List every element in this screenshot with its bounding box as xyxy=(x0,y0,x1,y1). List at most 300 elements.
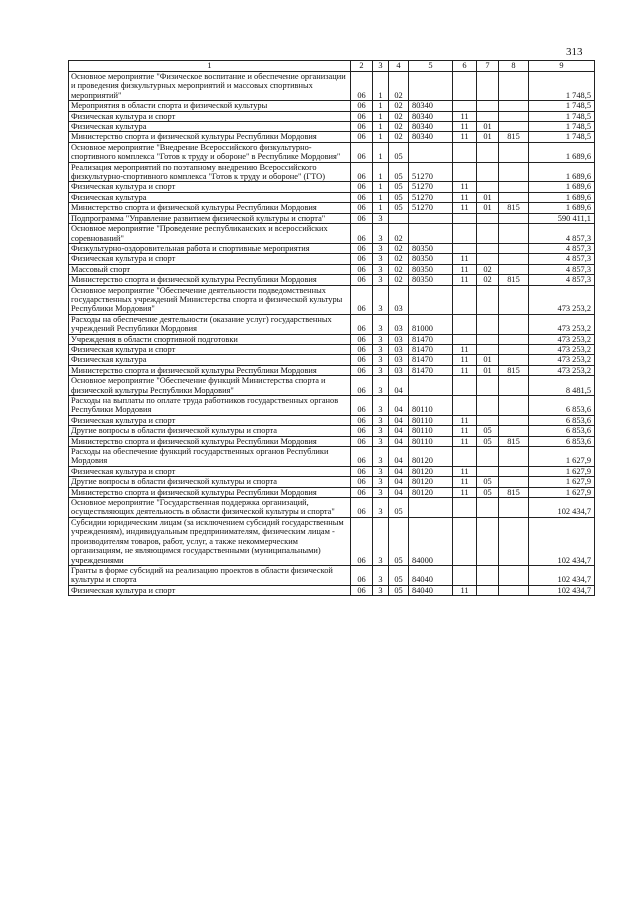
code-cell: 06 xyxy=(351,285,373,314)
ministry-code-cell xyxy=(499,477,529,487)
code-cell: 06 xyxy=(351,132,373,142)
code-cell: 06 xyxy=(351,203,373,213)
amount-cell: 473 253,2 xyxy=(529,285,595,314)
subsection-cell xyxy=(477,243,499,253)
target-code-cell: 80350 xyxy=(409,254,453,264)
code-cell: 06 xyxy=(351,254,373,264)
table-row xyxy=(69,334,595,344)
table-row xyxy=(69,314,595,334)
target-code-cell: 81470 xyxy=(409,355,453,365)
item-name-cell: Реализация мероприятий по поэтапному внедрению Всероссийского физкультурно-спортивного комплекса "Готов к труду и обороне" (ГТО) xyxy=(69,162,351,182)
target-code-cell xyxy=(409,376,453,396)
table-row xyxy=(69,344,595,354)
target-code-cell: 80110 xyxy=(409,436,453,446)
table-row xyxy=(69,203,595,213)
ministry-code-cell: 815 xyxy=(499,365,529,375)
ministry-code-cell xyxy=(499,162,529,182)
section-cell xyxy=(453,101,477,111)
code-cell: 06 xyxy=(351,466,373,476)
code-cell: 3 xyxy=(373,355,389,365)
amount-cell: 1 627,9 xyxy=(529,447,595,467)
amount-cell: 473 253,2 xyxy=(529,334,595,344)
subsection-cell xyxy=(477,517,499,565)
subsection-cell xyxy=(477,254,499,264)
table-row xyxy=(69,224,595,244)
target-code-cell: 81470 xyxy=(409,365,453,375)
item-name-cell: Расходы на обеспечение деятельности (оказание услуг) государственных учреждений Республики Мордовия xyxy=(69,314,351,334)
code-cell: 05 xyxy=(389,203,409,213)
subsection-cell xyxy=(477,101,499,111)
subsection-cell: 01 xyxy=(477,355,499,365)
item-name-cell: Учреждения в области спортивной подготовки xyxy=(69,334,351,344)
section-cell: 11 xyxy=(453,275,477,285)
code-cell: 06 xyxy=(351,142,373,162)
table-row xyxy=(69,162,595,182)
code-cell: 3 xyxy=(373,243,389,253)
subsection-cell xyxy=(477,224,499,244)
section-cell: 11 xyxy=(453,132,477,142)
amount-cell: 1 689,6 xyxy=(529,162,595,182)
item-name-cell: Подпрограмма "Управление развитием физической культуры и спорта" xyxy=(69,213,351,223)
table-row xyxy=(69,275,595,285)
code-cell: 1 xyxy=(373,192,389,202)
item-name-cell: Основное мероприятие "Обеспечение функций Министерства спорта и физической культуры Республики Мордовия" xyxy=(69,376,351,396)
code-cell: 3 xyxy=(373,487,389,497)
code-cell: 06 xyxy=(351,213,373,223)
ministry-code-cell xyxy=(499,182,529,192)
section-cell xyxy=(453,314,477,334)
item-name-cell: Физическая культура и спорт xyxy=(69,415,351,425)
table-row xyxy=(69,111,595,121)
code-cell: 06 xyxy=(351,426,373,436)
amount-cell: 1 689,6 xyxy=(529,182,595,192)
code-cell: 02 xyxy=(389,72,409,101)
code-cell: 06 xyxy=(351,487,373,497)
item-name-cell: Основное мероприятие "Проведение республиканских и всероссийских соревнований" xyxy=(69,224,351,244)
table-row xyxy=(69,415,595,425)
code-cell: 1 xyxy=(373,203,389,213)
item-name-cell: Министерство спорта и физической культуры Республики Мордовия xyxy=(69,132,351,142)
section-cell xyxy=(453,213,477,223)
amount-cell: 590 411,1 xyxy=(529,213,595,223)
section-cell: 11 xyxy=(453,426,477,436)
ministry-code-cell xyxy=(499,466,529,476)
code-cell: 06 xyxy=(351,314,373,334)
item-name-cell: Физическая культура xyxy=(69,122,351,132)
code-cell: 1 xyxy=(373,122,389,132)
target-code-cell: 81000 xyxy=(409,314,453,334)
amount-cell: 1 627,9 xyxy=(529,487,595,497)
subsection-cell: 05 xyxy=(477,436,499,446)
ministry-code-cell xyxy=(499,585,529,595)
item-name-cell: Физкультурно-оздоровительная работа и спортивные мероприятия xyxy=(69,243,351,253)
section-cell: 11 xyxy=(453,182,477,192)
column-header: 8 xyxy=(499,61,529,72)
item-name-cell: Другие вопросы в области физической культуры и спорта xyxy=(69,477,351,487)
table-row xyxy=(69,132,595,142)
code-cell: 04 xyxy=(389,477,409,487)
code-cell: 06 xyxy=(351,415,373,425)
amount-cell: 1 689,6 xyxy=(529,203,595,213)
section-cell: 11 xyxy=(453,436,477,446)
item-name-cell: Основное мероприятие "Государственная поддержка организаций, осуществляющих деятельность в области физической культуры и спорта" xyxy=(69,498,351,518)
target-code-cell: 84040 xyxy=(409,565,453,585)
code-cell: 03 xyxy=(389,314,409,334)
item-name-cell: Расходы на обеспечение функций государственных органов Республики Мордовия xyxy=(69,447,351,467)
code-cell: 3 xyxy=(373,285,389,314)
table-row xyxy=(69,101,595,111)
table-row xyxy=(69,142,595,162)
item-name-cell: Гранты в форме субсидий на реализацию проектов в области физической культуры и спорта xyxy=(69,565,351,585)
item-name-cell: Министерство спорта и физической культуры Республики Мордовия xyxy=(69,487,351,497)
section-cell xyxy=(453,162,477,182)
ministry-code-cell xyxy=(499,224,529,244)
code-cell: 3 xyxy=(373,517,389,565)
item-name-cell: Физическая культура и спорт xyxy=(69,111,351,121)
code-cell: 1 xyxy=(373,182,389,192)
section-cell xyxy=(453,72,477,101)
section-cell: 11 xyxy=(453,365,477,375)
ministry-code-cell xyxy=(499,192,529,202)
code-cell: 06 xyxy=(351,101,373,111)
section-cell xyxy=(453,396,477,416)
table-row xyxy=(69,498,595,518)
table-row xyxy=(69,426,595,436)
target-code-cell: 80340 xyxy=(409,111,453,121)
target-code-cell: 80340 xyxy=(409,122,453,132)
ministry-code-cell xyxy=(499,376,529,396)
section-cell xyxy=(453,142,477,162)
target-code-cell: 51270 xyxy=(409,162,453,182)
amount-cell: 473 253,2 xyxy=(529,314,595,334)
amount-cell: 1 748,5 xyxy=(529,72,595,101)
ministry-code-cell xyxy=(499,254,529,264)
code-cell: 3 xyxy=(373,344,389,354)
subsection-cell xyxy=(477,314,499,334)
column-header: 3 xyxy=(373,61,389,72)
section-cell: 11 xyxy=(453,192,477,202)
code-cell: 04 xyxy=(389,466,409,476)
subsection-cell xyxy=(477,72,499,101)
amount-cell: 1 627,9 xyxy=(529,477,595,487)
code-cell: 06 xyxy=(351,477,373,487)
ministry-code-cell xyxy=(499,122,529,132)
item-name-cell: Физическая культура и спорт xyxy=(69,344,351,354)
code-cell: 02 xyxy=(389,132,409,142)
subsection-cell: 05 xyxy=(477,477,499,487)
section-cell xyxy=(453,224,477,244)
ministry-code-cell xyxy=(499,72,529,101)
amount-cell: 6 853,6 xyxy=(529,396,595,416)
code-cell: 3 xyxy=(373,477,389,487)
amount-cell: 102 434,7 xyxy=(529,517,595,565)
code-cell: 02 xyxy=(389,122,409,132)
subsection-cell: 02 xyxy=(477,264,499,274)
table-row xyxy=(69,585,595,595)
section-cell: 11 xyxy=(453,203,477,213)
ministry-code-cell xyxy=(499,565,529,585)
section-cell: 11 xyxy=(453,254,477,264)
ministry-code-cell xyxy=(499,314,529,334)
section-cell xyxy=(453,498,477,518)
table-row xyxy=(69,72,595,101)
code-cell: 06 xyxy=(351,396,373,416)
ministry-code-cell: 815 xyxy=(499,132,529,142)
ministry-code-cell xyxy=(499,415,529,425)
item-name-cell: Физическая культура и спорт xyxy=(69,182,351,192)
table-row xyxy=(69,365,595,375)
code-cell: 04 xyxy=(389,447,409,467)
code-cell: 1 xyxy=(373,111,389,121)
subsection-cell: 01 xyxy=(477,122,499,132)
code-cell: 04 xyxy=(389,415,409,425)
ministry-code-cell xyxy=(499,101,529,111)
target-code-cell xyxy=(409,498,453,518)
code-cell: 3 xyxy=(373,314,389,334)
amount-cell: 6 853,6 xyxy=(529,436,595,446)
column-header: 9 xyxy=(529,61,595,72)
amount-cell: 1 689,6 xyxy=(529,142,595,162)
section-cell xyxy=(453,285,477,314)
subsection-cell xyxy=(477,466,499,476)
code-cell: 3 xyxy=(373,213,389,223)
code-cell: 06 xyxy=(351,243,373,253)
subsection-cell xyxy=(477,585,499,595)
amount-cell: 4 857,3 xyxy=(529,243,595,253)
code-cell: 06 xyxy=(351,365,373,375)
subsection-cell: 01 xyxy=(477,132,499,142)
table-body xyxy=(69,72,595,596)
target-code-cell: 81470 xyxy=(409,334,453,344)
code-cell: 06 xyxy=(351,517,373,565)
code-cell: 04 xyxy=(389,487,409,497)
code-cell: 3 xyxy=(373,426,389,436)
code-cell: 04 xyxy=(389,396,409,416)
ministry-code-cell xyxy=(499,111,529,121)
section-cell: 11 xyxy=(453,355,477,365)
amount-cell: 1 748,5 xyxy=(529,132,595,142)
subsection-cell: 01 xyxy=(477,365,499,375)
table-row xyxy=(69,477,595,487)
subsection-cell xyxy=(477,498,499,518)
code-cell: 06 xyxy=(351,376,373,396)
section-cell xyxy=(453,334,477,344)
target-code-cell: 51270 xyxy=(409,192,453,202)
page-number: 313 xyxy=(566,46,583,58)
ministry-code-cell xyxy=(499,396,529,416)
subsection-cell xyxy=(477,376,499,396)
amount-cell: 4 857,3 xyxy=(529,264,595,274)
item-name-cell: Министерство спорта и физической культуры Республики Мордовия xyxy=(69,365,351,375)
item-name-cell: Физическая культура xyxy=(69,192,351,202)
code-cell: 02 xyxy=(389,243,409,253)
code-cell: 05 xyxy=(389,182,409,192)
table-row xyxy=(69,192,595,202)
code-cell: 3 xyxy=(373,264,389,274)
amount-cell: 473 253,2 xyxy=(529,365,595,375)
ministry-code-cell xyxy=(499,426,529,436)
table-row xyxy=(69,487,595,497)
item-name-cell: Физическая культура и спорт xyxy=(69,585,351,595)
table-row xyxy=(69,466,595,476)
ministry-code-cell xyxy=(499,264,529,274)
code-cell: 03 xyxy=(389,344,409,354)
section-cell xyxy=(453,376,477,396)
table-row xyxy=(69,285,595,314)
amount-cell: 6 853,6 xyxy=(529,426,595,436)
code-cell: 3 xyxy=(373,334,389,344)
code-cell: 1 xyxy=(373,132,389,142)
section-cell: 11 xyxy=(453,111,477,121)
code-cell: 02 xyxy=(389,224,409,244)
table-row xyxy=(69,376,595,396)
subsection-cell: 02 xyxy=(477,275,499,285)
amount-cell: 1 748,5 xyxy=(529,101,595,111)
section-cell: 11 xyxy=(453,264,477,274)
table-row xyxy=(69,436,595,446)
code-cell: 06 xyxy=(351,72,373,101)
code-cell: 05 xyxy=(389,565,409,585)
code-cell: 03 xyxy=(389,355,409,365)
subsection-cell: 01 xyxy=(477,203,499,213)
target-code-cell xyxy=(409,142,453,162)
amount-cell: 4 857,3 xyxy=(529,275,595,285)
target-code-cell: 84040 xyxy=(409,585,453,595)
target-code-cell: 51270 xyxy=(409,203,453,213)
subsection-cell xyxy=(477,447,499,467)
section-cell: 11 xyxy=(453,487,477,497)
code-cell: 3 xyxy=(373,447,389,467)
table-row xyxy=(69,213,595,223)
section-cell xyxy=(453,243,477,253)
code-cell: 05 xyxy=(389,192,409,202)
subsection-cell: 05 xyxy=(477,426,499,436)
ministry-code-cell xyxy=(499,447,529,467)
table-row xyxy=(69,122,595,132)
target-code-cell: 80340 xyxy=(409,132,453,142)
table-row xyxy=(69,517,595,565)
target-code-cell: 80110 xyxy=(409,396,453,416)
amount-cell: 102 434,7 xyxy=(529,498,595,518)
code-cell: 06 xyxy=(351,111,373,121)
ministry-code-cell xyxy=(499,142,529,162)
subsection-cell xyxy=(477,111,499,121)
code-cell: 1 xyxy=(373,162,389,182)
budget-table xyxy=(68,60,595,596)
code-cell: 06 xyxy=(351,182,373,192)
target-code-cell: 80110 xyxy=(409,415,453,425)
item-name-cell: Основное мероприятие "Физическое воспитание и обеспечение организации и проведения физкультурных мероприятий и массовых спортивных мероприятий" xyxy=(69,72,351,101)
subsection-cell xyxy=(477,162,499,182)
code-cell: 3 xyxy=(373,436,389,446)
amount-cell: 102 434,7 xyxy=(529,565,595,585)
section-cell: 11 xyxy=(453,466,477,476)
subsection-cell: 05 xyxy=(477,487,499,497)
ministry-code-cell xyxy=(499,213,529,223)
item-name-cell: Министерство спорта и физической культуры Республики Мордовия xyxy=(69,203,351,213)
code-cell: 3 xyxy=(373,498,389,518)
code-cell: 05 xyxy=(389,585,409,595)
item-name-cell: Физическая культура и спорт xyxy=(69,254,351,264)
subsection-cell xyxy=(477,182,499,192)
item-name-cell: Физическая культура и спорт xyxy=(69,466,351,476)
item-name-cell: Министерство спорта и физической культуры Республики Мордовия xyxy=(69,275,351,285)
target-code-cell: 51270 xyxy=(409,182,453,192)
target-code-cell: 80350 xyxy=(409,275,453,285)
target-code-cell xyxy=(409,224,453,244)
table-row xyxy=(69,447,595,467)
item-name-cell: Другие вопросы в области физической культуры и спорта xyxy=(69,426,351,436)
code-cell: 05 xyxy=(389,517,409,565)
code-cell: 03 xyxy=(389,365,409,375)
item-name-cell: Физическая культура xyxy=(69,355,351,365)
item-name-cell: Основное мероприятие "Обеспечение деятельности подведомственных государственных учреждений Министерства спорта и физической культуры Республики Мордовия" xyxy=(69,285,351,314)
column-header: 1 xyxy=(69,61,351,72)
target-code-cell: 80120 xyxy=(409,487,453,497)
ministry-code-cell xyxy=(499,344,529,354)
code-cell: 06 xyxy=(351,498,373,518)
code-cell: 3 xyxy=(373,585,389,595)
subsection-cell xyxy=(477,396,499,416)
code-cell: 06 xyxy=(351,436,373,446)
target-code-cell: 80120 xyxy=(409,466,453,476)
subsection-cell xyxy=(477,142,499,162)
table-row xyxy=(69,565,595,585)
amount-cell: 473 253,2 xyxy=(529,355,595,365)
code-cell: 3 xyxy=(373,396,389,416)
target-code-cell: 80120 xyxy=(409,447,453,467)
code-cell: 3 xyxy=(373,224,389,244)
code-cell: 04 xyxy=(389,426,409,436)
code-cell: 06 xyxy=(351,192,373,202)
code-cell: 02 xyxy=(389,111,409,121)
target-code-cell xyxy=(409,72,453,101)
code-cell: 06 xyxy=(351,565,373,585)
code-cell: 03 xyxy=(389,334,409,344)
item-name-cell: Министерство спорта и физической культуры Республики Мордовия xyxy=(69,436,351,446)
subsection-cell xyxy=(477,213,499,223)
subsection-cell xyxy=(477,285,499,314)
ministry-code-cell: 815 xyxy=(499,203,529,213)
table-row xyxy=(69,264,595,274)
code-cell: 06 xyxy=(351,224,373,244)
amount-cell: 1 748,5 xyxy=(529,111,595,121)
column-header: 7 xyxy=(477,61,499,72)
code-cell: 02 xyxy=(389,264,409,274)
code-cell: 06 xyxy=(351,264,373,274)
code-cell: 3 xyxy=(373,415,389,425)
table-row xyxy=(69,182,595,192)
target-code-cell: 80110 xyxy=(409,426,453,436)
amount-cell: 102 434,7 xyxy=(529,585,595,595)
ministry-code-cell xyxy=(499,355,529,365)
section-cell xyxy=(453,565,477,585)
code-cell: 02 xyxy=(389,101,409,111)
code-cell: 3 xyxy=(373,365,389,375)
code-cell: 06 xyxy=(351,344,373,354)
table-header-row xyxy=(69,61,595,72)
column-header: 6 xyxy=(453,61,477,72)
table-row xyxy=(69,254,595,264)
item-name-cell: Субсидии юридическим лицам (за исключением субсидий государственным учреждениям), индивидуальным предпринимателям, физическим лицам - производителям товаров, работ, услуг, а также некоммерческим организациям, не являющимся государственными (муниципальными) учреждениями xyxy=(69,517,351,565)
code-cell: 05 xyxy=(389,162,409,182)
code-cell: 05 xyxy=(389,498,409,518)
code-cell: 03 xyxy=(389,285,409,314)
code-cell: 05 xyxy=(389,142,409,162)
amount-cell: 473 253,2 xyxy=(529,344,595,354)
code-cell: 3 xyxy=(373,376,389,396)
item-name-cell: Расходы на выплаты по оплате труда работников государственных органов Республики Мордовия xyxy=(69,396,351,416)
